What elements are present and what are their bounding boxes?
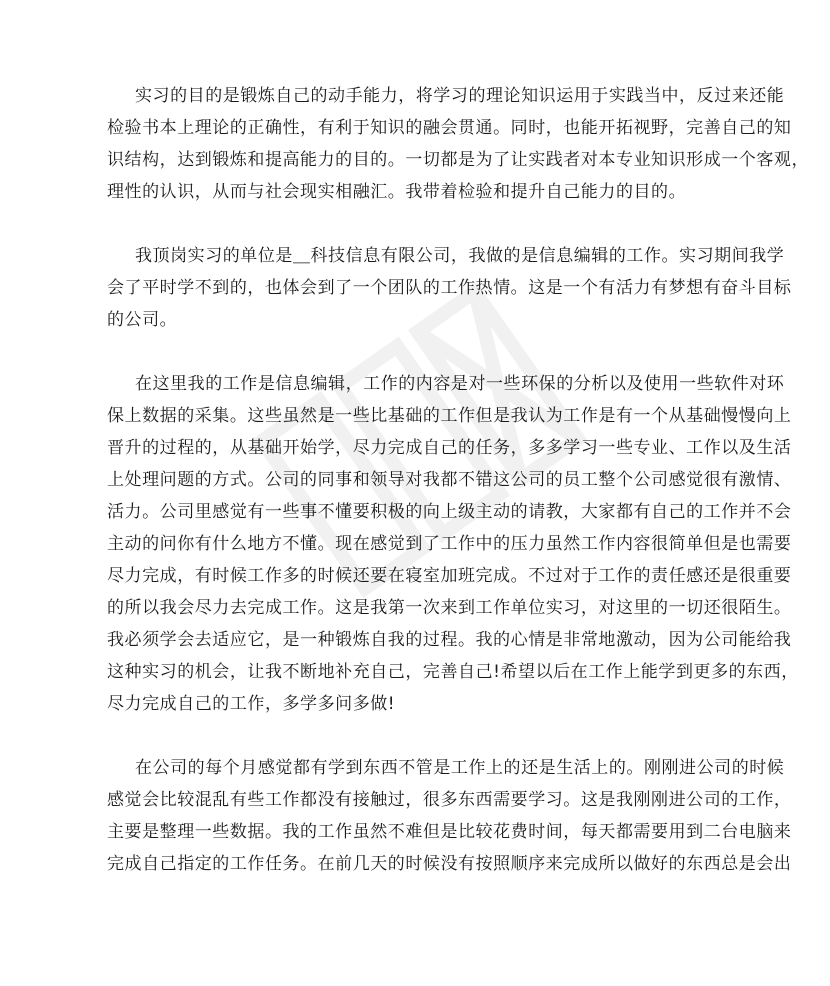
text-line: 在公司的每个月感觉都有学到东西不管是工作上的还是生活上的。刚刚进公司的时候 xyxy=(135,758,785,778)
text-line: 这种实习的机会，让我不断地补充自己，完善自己!希望以后在工作上能学到更多的东西， xyxy=(107,662,799,682)
paragraph-4 xyxy=(107,752,792,880)
text-line: 在这里我的工作是信息编辑，工作的内容是对一些环保的分析以及使用一些软件对环 xyxy=(135,374,785,394)
text-line: 我顶岗实习的单位是＿科技信息有限公司，我做的是信息编辑的工作。实习期间我学 xyxy=(135,246,785,266)
text-line: 感觉会比较混乱有些工作都没有接触过，很多东西需要学习。这是我刚刚进公司的工作， xyxy=(107,790,792,810)
text-line: 保上数据的采集。这些虽然是一些比基础的工作但是我认为工作是有一个从基础慢慢向上 xyxy=(107,406,792,426)
text-line: 的公司。 xyxy=(107,310,178,330)
text-line: 主要是整理一些数据。我的工作虽然不难但是比较花费时间，每天都需要用到二台电脑来 xyxy=(107,822,792,842)
paragraph-1 xyxy=(107,80,809,208)
document-body xyxy=(107,80,809,912)
text-line: 晋升的过程的，从基础开始学，尽力完成自己的任务，多多学习一些专业、工作以及生活 xyxy=(107,438,792,458)
text-line: 识结构，达到锻炼和提高能力的目的。一切都是为了让实践者对本专业知识形成一个客观， xyxy=(107,150,809,170)
text-line: 上处理问题的方式。公司的同事和领导对我都不错这公司的员工整个公司感觉很有激情、 xyxy=(107,470,792,490)
paragraph-2 xyxy=(107,240,792,336)
text-line: 会了平时学不到的，也体会到了一个团队的工作热情。这是一个有活力有梦想有奋斗目标 xyxy=(107,278,792,298)
text-line: 实习的目的是锻炼自己的动手能力，将学习的理论知识运用于实践当中，反过来还能 xyxy=(135,86,785,106)
text-line: 理性的认识，从而与社会现实相融汇。我带着检验和提升自己能力的目的。 xyxy=(107,182,687,202)
text-line: 尽力完成自己的工作，多学多问多做! xyxy=(107,694,396,714)
text-line: 完成自己指定的工作任务。在前几天的时候没有按照顺序来完成所以做好的东西总是会出 xyxy=(107,854,792,874)
text-line: 主动的问你有什么地方不懂。现在感觉到了工作中的压力虽然工作内容很简单但是也需要 xyxy=(107,534,792,554)
text-line: 检验书本上理论的正确性，有利于知识的融会贯通。同时，也能开拓视野，完善自己的知 xyxy=(107,118,792,138)
text-line: 的所以我会尽力去完成工作。这是我第一次来到工作单位实习，对这里的一切还很陌生。 xyxy=(107,598,792,618)
text-line: 我必须学会去适应它，是一种锻炼自我的过程。我的心情是非常地激动，因为公司能给我 xyxy=(107,630,792,650)
paragraph-3 xyxy=(107,368,799,720)
text-line: 活力。公司里感觉有一些事不懂要积极的向上级主动的请教，大家都有自己的工作并不会 xyxy=(107,502,792,522)
text-line: 尽力完成，有时候工作多的时候还要在寝室加班完成。不过对于工作的责任感还是很重要 xyxy=(107,566,792,586)
